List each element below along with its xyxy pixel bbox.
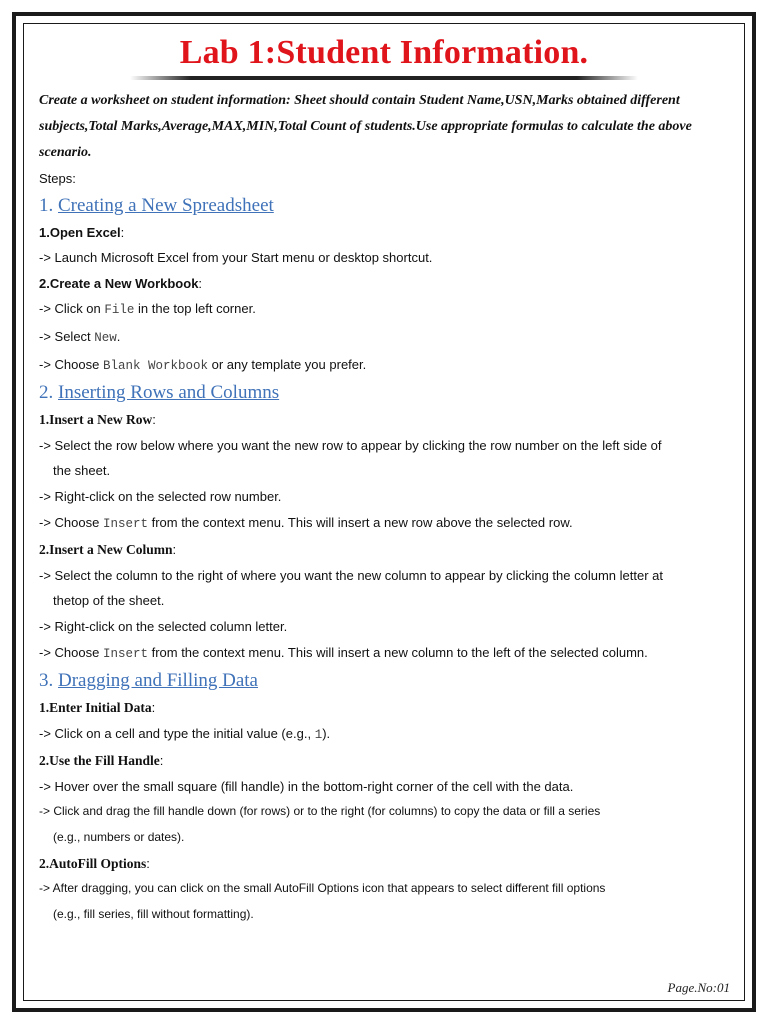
step-heading-label: 1.Open Excel — [39, 224, 121, 240]
section-number: 2. — [39, 382, 54, 404]
intro-paragraph: Create a worksheet on student information: Sheet should contain Student Name,USN,Marks obtained different subjects,Total Marks,Average,MAX,MIN,Total Count of students.Use appropriate formulas to calculate the above scenario. — [39, 93, 692, 160]
step-heading-label: 1.Insert a New Row — [39, 412, 153, 428]
instruction-line: -> After dragging, you can click on the small AutoFill Options icon that appears to select different fill options — [39, 881, 606, 896]
instruction-text: -> Choose — [39, 514, 103, 530]
step-heading-label: 2.Use the Fill Handle — [39, 753, 160, 769]
step-heading: 2.AutoFill Options: — [39, 855, 150, 871]
section-number: 1. — [39, 194, 54, 216]
instruction-line: -> Launch Microsoft Excel from your Start menu or desktop shortcut. — [39, 250, 433, 266]
instruction-line: -> Click and drag the fill handle down (for rows) or to the right (for columns) to copy the data or fill a series — [39, 804, 601, 819]
code-term: 1 — [314, 727, 323, 742]
instruction-line — [39, 352, 739, 380]
section-title: Dragging and Filling Data — [58, 670, 258, 692]
code-term: Insert — [102, 516, 148, 531]
instruction-text: -> Choose — [39, 356, 103, 372]
instruction-line — [39, 640, 739, 668]
instruction-line: -> Right-click on the selected row number. — [39, 488, 282, 504]
title-underline — [130, 76, 638, 80]
section-title: Creating a New Spreadsheet — [58, 194, 274, 216]
section-title: Inserting Rows and Columns — [58, 382, 280, 404]
step-heading-label: 2.Create a New Workbook — [39, 275, 199, 291]
step-heading-label: 2.Insert a New Column — [39, 542, 173, 558]
section-heading-1 — [39, 193, 739, 219]
instruction-line: -> Select the row below where you want the new row to appear by clicking the row number on the left side of — [39, 437, 662, 453]
step-heading: 1.Insert a New Row: — [39, 412, 156, 428]
instruction-line: -> Select the column to the right of where you want the new column to appear by clicking the column letter at — [39, 567, 663, 583]
code-term: File — [104, 303, 135, 318]
instruction-line: thetop of the sheet. — [53, 593, 165, 609]
instruction-text: ). — [322, 725, 331, 741]
step-heading: 1.Enter Initial Data: — [39, 700, 156, 716]
step-heading: 2.Create a New Workbook: — [39, 275, 203, 291]
instruction-text: -> Click on a cell and type the initial value (e.g., — [39, 725, 315, 741]
instruction-text: -> Click on — [39, 301, 105, 317]
instruction-line — [39, 296, 739, 324]
instruction-line: -> Right-click on the selected column letter. — [39, 618, 288, 634]
instruction-line: the sheet. — [53, 463, 111, 479]
step-heading-label: 1.Enter Initial Data — [39, 700, 152, 716]
instruction-line — [39, 721, 739, 749]
sections-container — [39, 193, 739, 928]
code-term: Blank Workbook — [102, 358, 208, 373]
instruction-line — [39, 510, 739, 538]
instruction-line: (e.g., fill series, fill without formatting). — [53, 906, 254, 921]
instruction-text: from the context menu. This will insert a new column to the left of the selected column. — [147, 644, 648, 660]
step-heading: 2.Insert a New Column: — [39, 542, 177, 558]
instruction-text: or any template you prefer. — [207, 356, 367, 372]
section-heading-3 — [39, 668, 739, 694]
page-title: Lab 1:Student Information. — [179, 34, 589, 71]
step-heading-label: 2.AutoFill Options — [39, 855, 147, 871]
steps-label: Steps: — [39, 171, 76, 186]
page-number: Page.No:01 — [667, 980, 730, 995]
instruction-line: (e.g., numbers or dates). — [53, 830, 185, 845]
step-heading: 1.Open Excel: — [39, 224, 125, 240]
instruction-text: from the context menu. This will insert a new row above the selected row. — [147, 514, 573, 530]
instruction-text: . — [116, 328, 121, 344]
instruction-line: -> Hover over the small square (fill handle) in the bottom-right corner of the cell with the data. — [39, 778, 574, 794]
instruction-text: -> Select — [39, 328, 95, 344]
section-heading-2 — [39, 380, 739, 406]
instruction-text: -> Choose — [39, 644, 103, 660]
instruction-line — [39, 324, 739, 352]
code-term: New — [94, 330, 117, 345]
code-term: Insert — [102, 646, 148, 661]
document-body — [39, 88, 739, 927]
step-heading: 2.Use the Fill Handle: — [39, 753, 164, 769]
instruction-text: in the top left corner. — [134, 301, 256, 317]
section-number: 3. — [39, 670, 54, 692]
